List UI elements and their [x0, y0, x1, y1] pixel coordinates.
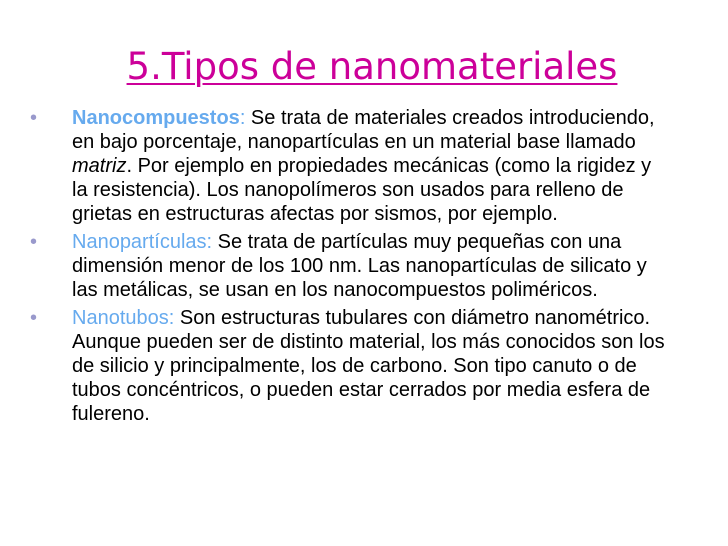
- bullet-text: Se trata de partículas muy pequeñas con una dimensión menor de los 100 nm. Las nanopartículas de silicato y las metálicas, se usan en los nanocompuestos poliméricos.: [72, 231, 647, 301]
- term-label: Nanocompuestos: [72, 107, 240, 129]
- term-label: Nanotubos: [72, 307, 169, 329]
- bullet-item-nanoparticulas: [28, 230, 668, 302]
- slide-title-text: 5.Tipos de nanomateriales: [126, 45, 618, 88]
- term-separator: :: [168, 307, 175, 329]
- bullet-list: [28, 106, 668, 430]
- term-label: Nanopartículas: [72, 231, 207, 253]
- term-separator: :: [206, 231, 213, 253]
- bullet-text: Se trata de materiales creados introduciendo, en bajo porcentaje, nanopartículas en un material base llamado: [72, 107, 655, 153]
- bullet-dot-icon: •: [30, 107, 38, 129]
- bullet-item-nanocompuestos: [28, 106, 668, 226]
- bullet-text: Son estructuras tubulares con diámetro nanométrico. Aunque pueden ser de distinto material, los más conocidos son los de silicio y principalmente, los de carbono. Son tipo canuto o de tubos concéntricos, o pueden estar cerrados por media esfera de fulereno.: [72, 307, 665, 425]
- term-separator: :: [239, 107, 246, 129]
- italic-term: matriz: [72, 155, 127, 177]
- bullet-item-nanotubos: [28, 306, 668, 426]
- bullet-dot-icon: •: [30, 231, 38, 253]
- bullet-text-continued: . Por ejemplo en propiedades mecánicas (como la rigidez y la resistencia). Los nanopolímeros son usados para relleno de grietas en estructuras afectas por sismos, por ejemplo.: [72, 155, 652, 225]
- slide-title: [0, 44, 728, 90]
- bullet-dot-icon: •: [30, 307, 38, 329]
